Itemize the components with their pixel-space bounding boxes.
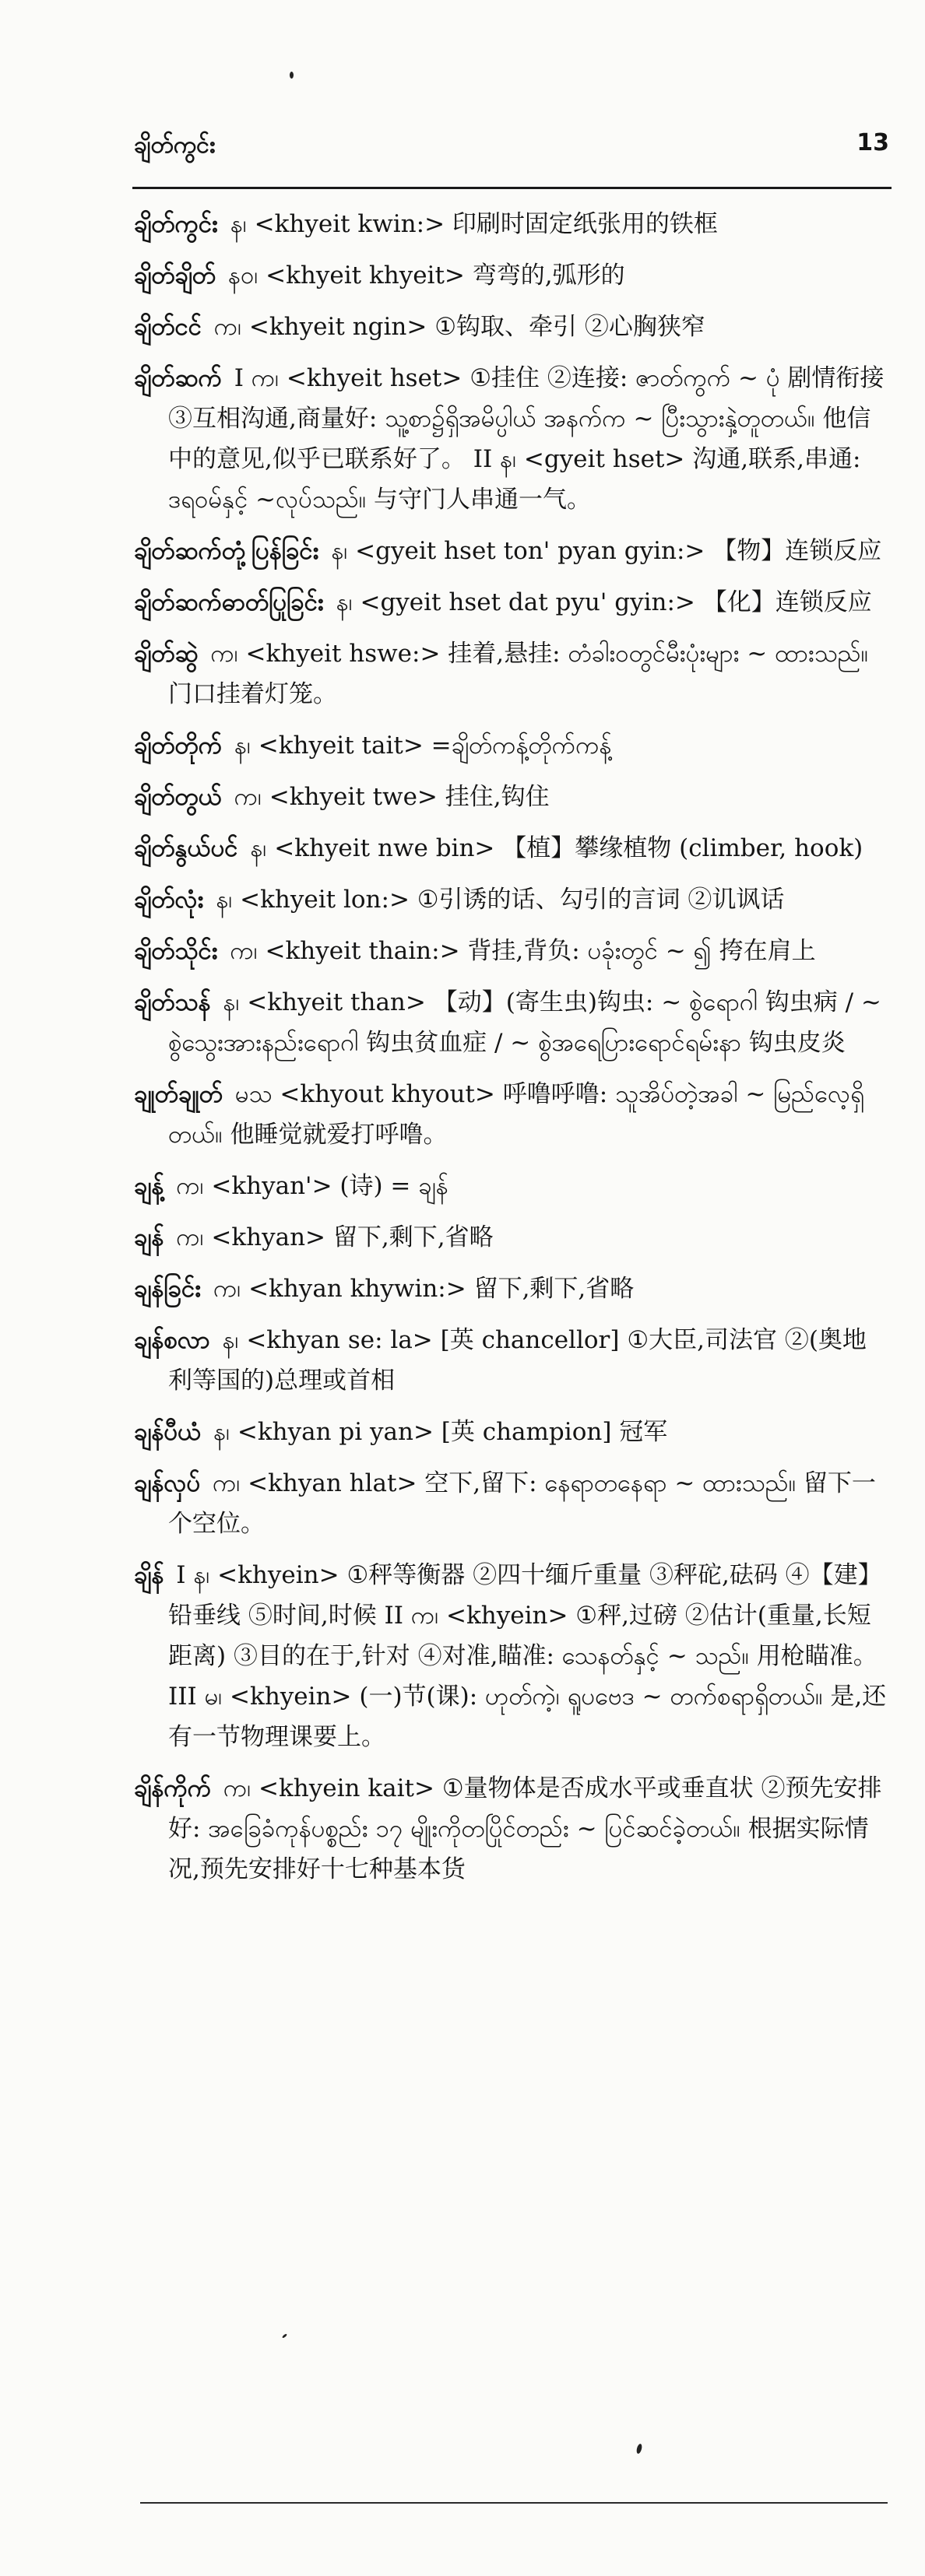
entry-headword: ချန့် [134,1172,164,1200]
dictionary-entry [134,1269,889,1309]
dictionary-entry [134,633,889,714]
header-rule [132,187,892,189]
entry-headword: ချိတ်ဆွဲ [134,640,199,668]
entry-headword: ချုတ်ချုတ် [134,1080,223,1108]
entry-pos: က၊ [213,1275,241,1303]
dictionary-entry [134,1166,889,1206]
dictionary-entry [134,1555,889,1757]
entry-definition: <khyeit twe> 挂住,钩住 [269,783,550,811]
dictionary-entry [134,777,889,817]
entry-definition: <khyeit kwin:> 印刷时固定纸张用的铁框 [254,210,718,238]
dictionary-entry [134,582,889,623]
entry-pos: န၊ [230,210,247,238]
dictionary-entry [134,1768,889,1890]
entry-pos: န၊ [222,1326,239,1354]
entry-pos: န၊ [223,988,240,1016]
entry-headword: ချိတ်ဆက်ဓာတ်ပြုခြင်း [134,588,324,616]
entry-definition: <khyan pi yan> [英 champion] 冠军 [237,1418,668,1446]
entry-definition: <khyan se: la> [英 chancellor] ①大臣,司法官 ②(奥地利等国的)总理或首相 [168,1326,867,1395]
entry-pos: က၊ [210,640,238,668]
entry-pos: န၊ [216,886,233,914]
entry-definition: <khyout khyout> 呼噜呼噜: သူအိပ်တဲ့အခါ ~ မြည်လေ့ရှိတယ်။ 他睡觉就爱打呼噜。 [168,1080,864,1149]
scan-speck [290,72,294,79]
entry-pos: မသ [234,1080,273,1108]
entry-headword: ချိန်ကိုက် [134,1774,212,1802]
entry-headword: ချိတ်ကွင်း [134,210,218,238]
entry-headword: ချိန် [134,1561,164,1589]
dictionary-entry [134,1074,889,1155]
entry-list [134,204,889,2445]
dictionary-entry [134,1320,889,1401]
entry-headword: ချိတ်ဆက်တုံ့ပြန်ခြင်း [134,537,319,565]
entry-headword: ချန် [134,1223,164,1251]
entry-pos: က၊ [234,783,262,811]
entry-headword: ချိတ်သန် [134,988,211,1016]
running-head: ချိတ်ကွင်း [134,132,216,159]
dictionary-entry [134,358,889,520]
entry-headword: ချန်စလာ [134,1326,210,1354]
entry-headword: ချန်ခြင်း [134,1275,202,1303]
entry-definition: <khyein kait> ①量物体是否成水平或垂直状 ②预先安排好: အခြေခံကုန်ပစ္စည်း ၁၇ မျိုးကိုတပြိုင်တည်း ~ ပြင်ဆင်ခဲ့တယ်။ 根据实际情况,预先安排好十七种基本货 [168,1774,882,1883]
dictionary-entry [134,725,889,766]
entry-definition: <khyeit thain:> 背挂,背负: ပခုံးတွင် ~ ၍ 挎在肩上 [265,937,816,965]
entry-definition: <gyeit hset dat pyu' gyin:> 【化】连锁反应 [360,588,872,616]
entry-headword: ချိတ်လုံး [134,886,204,914]
dictionary-entry [134,879,889,920]
entry-definition: <khyeit than> 【动】(寄生虫)钩虫: ~ စွဲရောဂါ 钩虫病 / ~ စွဲသွေးအားနည်းရောဂါ 钩虫贫血症 / ~ စွဲအရေပြားရောင်ရမ်းနာ 钩虫皮炎 [168,988,881,1057]
entry-definition: <khyan hlat> 空下,留下: နေရာတနေရာ ~ ထားသည်။ 留下一个空位。 [168,1469,876,1538]
dictionary-entry [134,982,889,1063]
dictionary-entry [134,307,889,347]
dictionary-entry [134,931,889,971]
entry-pos: I န၊ [176,1561,210,1589]
entry-headword: ချန်လှပ် [134,1469,201,1497]
entry-definition: <khyeit lon:> ①引诱的话、勾引的言词 ②讥讽话 [240,886,785,914]
entry-headword: ချိတ်ငင် [134,313,202,341]
entry-pos: န၊ [234,732,251,760]
entry-definition: <khyeit ngin> ①钩取、牵引 ②心胸狭窄 [248,313,705,341]
entry-definition: <khyeit nwe bin> 【植】攀缘植物 (climber, hook) [274,834,863,862]
entry-definition: <khyeit hset> ①挂住 ②连接: ဇာတ်ကွက် ~ ပုံ 剧情衔接 ③互相沟通,商量好: သူ့စာ၌ရှိအမိပ္ပါယ် အနက်က ~ ပြီးသွားနှဲ့တူတယ်။ 他信中的意见,似乎已联系好了。 II န၊ <gyeit hset> 沟通,联系,串通: ဒရဝမ်နှင့် ~လုပ်သည်။ 与守门人串通一气。 [168,364,885,514]
entry-definition: <khyeit khyeit> 弯弯的,弧形的 [266,261,625,290]
entry-definition: <gyeit hset ton' pyan gyin:> 【物】连锁反应 [355,537,882,565]
entry-pos: န၊ [213,1418,230,1446]
entry-pos: က၊ [223,1774,251,1802]
entry-definition: <khyan'> (诗) = ချန် [211,1172,448,1200]
entry-headword: ချိတ်နွယ်ပင် [134,834,238,862]
dictionary-entry [134,828,889,869]
footer-rule [140,2502,888,2504]
entry-definition: <khyeit hswe:> 挂着,悬挂: တံခါးဝတွင်မီးပုံးများ ~ ထားသည်။ 门口挂着灯笼。 [168,640,869,708]
dictionary-entry [134,1463,889,1544]
entry-pos: န၊ [331,537,348,565]
entry-headword: ချိတ်ချိတ် [134,261,216,290]
entry-definition: <khyeit tait> =ချိတ်ကန့်တိုက်ကန့် [258,732,612,760]
entry-definition: <khyein> ①秤等衡器 ②四十缅斤重量 ③秤砣,砝码 ④【建】铅垂线 ⑤时间,时候 II က၊ <khyein> ①秤,过磅 ②估计(重量,长短距离) ③目的在于,针对 ④对准,瞄准: သေနတ်နှင့် ~ သည်။ 用枪瞄准。 III မ၊ <khyein> (一)节(课): ဟုတ်ကဲ့၊ ရူပဗေဒ ~ တက်စရာရှိတယ်။ 是,还有一节物理课要上。 [168,1561,887,1751]
entry-definition: <khyan> 留下,剩下,省略 [211,1223,494,1251]
page-number: 13 [856,129,889,156]
entry-headword: ချိတ်ဆက် [134,364,222,392]
dictionary-entry [134,255,889,296]
dictionary-entry [134,204,889,244]
entry-pos: က၊ [176,1223,204,1251]
entry-headword: ချိတ်တွယ် [134,783,222,811]
entry-definition: <khyan khywin:> 留下,剩下,省略 [248,1275,635,1303]
dictionary-entry [134,531,889,571]
entry-pos: က၊ [230,937,258,965]
entry-pos: နဝ၊ [227,261,259,290]
entry-pos: က၊ [213,313,242,341]
dictionary-entry [134,1217,889,1258]
dictionary-entry [134,1412,889,1452]
entry-headword: ချိတ်တိုက် [134,732,223,760]
entry-pos: န၊ [336,588,353,616]
entry-headword: ချန်ပီယံ [134,1418,202,1446]
entry-pos: က၊ [176,1172,204,1200]
entry-pos: န၊ [250,834,267,862]
page-header [134,129,889,168]
entry-pos: I က၊ [234,364,280,392]
entry-pos: က၊ [213,1469,241,1497]
entry-headword: ချိတ်သိုင်း [134,937,218,965]
